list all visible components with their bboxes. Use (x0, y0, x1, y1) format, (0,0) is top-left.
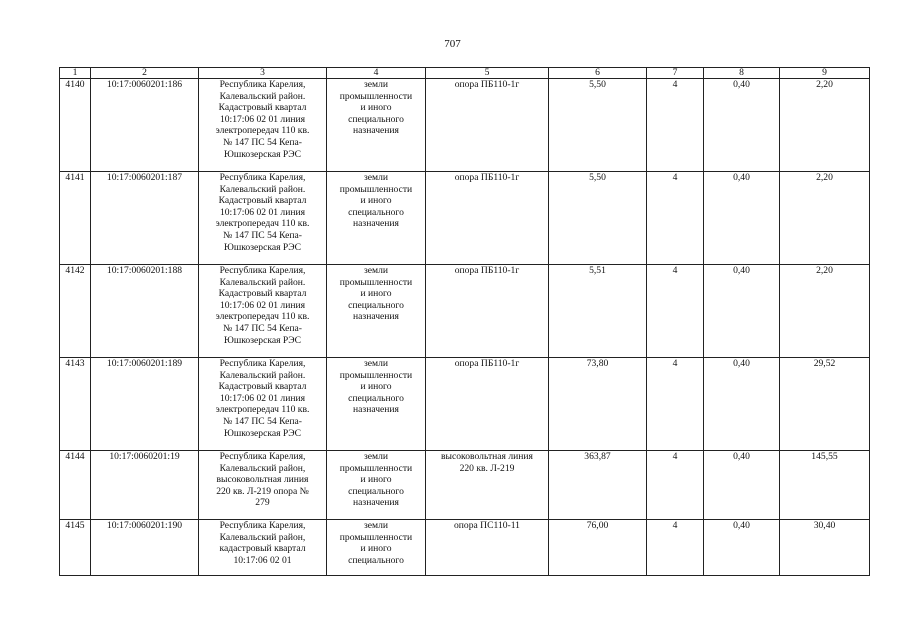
object-description: высоковольтная линия 220 кв. Л-219 (426, 451, 549, 520)
object-description: опора ПС110-11 (426, 520, 549, 576)
location: Республика Карелия, Калевальский район. Кадастровый квартал 10:17:06 02 01 линия электропередач 110 кв. № 147 ПС 54 Кепа- Юшкозерская РЭС (199, 79, 327, 172)
row-number: 4143 (60, 358, 91, 451)
rate-value: 0,40 (704, 79, 780, 172)
column-7-value: 4 (647, 172, 704, 265)
rate-value: 0,40 (704, 265, 780, 358)
total-value: 30,40 (780, 520, 870, 576)
column-7-value: 4 (647, 265, 704, 358)
cadastral-number: 10:17:0060201:19 (91, 451, 199, 520)
area-value: 5,51 (549, 265, 647, 358)
rate-value: 0,40 (704, 172, 780, 265)
land-category: земли промышленности и иного специального назначения (327, 451, 426, 520)
column-header: 7 (647, 68, 704, 79)
row-number: 4145 (60, 520, 91, 576)
area-value: 5,50 (549, 172, 647, 265)
column-7-value: 4 (647, 358, 704, 451)
column-header: 3 (199, 68, 327, 79)
table-row (60, 79, 870, 172)
cadastral-number: 10:17:0060201:186 (91, 79, 199, 172)
table-row (60, 451, 870, 520)
land-registry-table (59, 67, 870, 576)
land-category: земли промышленности и иного специального назначения (327, 172, 426, 265)
total-value: 2,20 (780, 172, 870, 265)
column-7-value: 4 (647, 520, 704, 576)
rate-value: 0,40 (704, 358, 780, 451)
object-description: опора ПБ110-1г (426, 265, 549, 358)
cadastral-number: 10:17:0060201:188 (91, 265, 199, 358)
location: Республика Карелия, Калевальский район. Кадастровый квартал 10:17:06 02 01 линия электропередач 110 кв. № 147 ПС 54 Кепа- Юшкозерская РЭС (199, 265, 327, 358)
column-7-value: 4 (647, 451, 704, 520)
rate-value: 0,40 (704, 451, 780, 520)
table-row (60, 358, 870, 451)
column-header: 8 (704, 68, 780, 79)
cadastral-number: 10:17:0060201:187 (91, 172, 199, 265)
column-header: 4 (327, 68, 426, 79)
table-row (60, 520, 870, 576)
column-header: 1 (60, 68, 91, 79)
location: Республика Карелия, Калевальский район, кадастровый квартал 10:17:06 02 01 (199, 520, 327, 576)
rate-value: 0,40 (704, 520, 780, 576)
total-value: 145,55 (780, 451, 870, 520)
area-value: 73,80 (549, 358, 647, 451)
table-row (60, 172, 870, 265)
column-header: 9 (780, 68, 870, 79)
object-description: опора ПБ110-1г (426, 79, 549, 172)
table-header-row (60, 68, 870, 79)
total-value: 29,52 (780, 358, 870, 451)
area-value: 76,00 (549, 520, 647, 576)
table-row (60, 265, 870, 358)
column-header: 6 (549, 68, 647, 79)
land-category: земли промышленности и иного специального (327, 520, 426, 576)
row-number: 4141 (60, 172, 91, 265)
column-7-value: 4 (647, 79, 704, 172)
row-number: 4144 (60, 451, 91, 520)
object-description: опора ПБ110-1г (426, 172, 549, 265)
land-category: земли промышленности и иного специального назначения (327, 79, 426, 172)
land-category: земли промышленности и иного специального назначения (327, 265, 426, 358)
total-value: 2,20 (780, 265, 870, 358)
column-header: 5 (426, 68, 549, 79)
area-value: 363,87 (549, 451, 647, 520)
cadastral-number: 10:17:0060201:190 (91, 520, 199, 576)
total-value: 2,20 (780, 79, 870, 172)
cadastral-number: 10:17:0060201:189 (91, 358, 199, 451)
location: Республика Карелия, Калевальский район. Кадастровый квартал 10:17:06 02 01 линия электропередач 110 кв. № 147 ПС 54 Кепа- Юшкозерская РЭС (199, 358, 327, 451)
location: Республика Карелия, Калевальский район, высоковольтная линия 220 кв. Л-219 опора № 279 (199, 451, 327, 520)
land-category: земли промышленности и иного специального назначения (327, 358, 426, 451)
page-number: 707 (444, 38, 461, 50)
area-value: 5,50 (549, 79, 647, 172)
column-header: 2 (91, 68, 199, 79)
row-number: 4142 (60, 265, 91, 358)
location: Республика Карелия, Калевальский район. Кадастровый квартал 10:17:06 02 01 линия электропередач 110 кв. № 147 ПС 54 Кепа- Юшкозерская РЭС (199, 172, 327, 265)
row-number: 4140 (60, 79, 91, 172)
object-description: опора ПБ110-1г (426, 358, 549, 451)
